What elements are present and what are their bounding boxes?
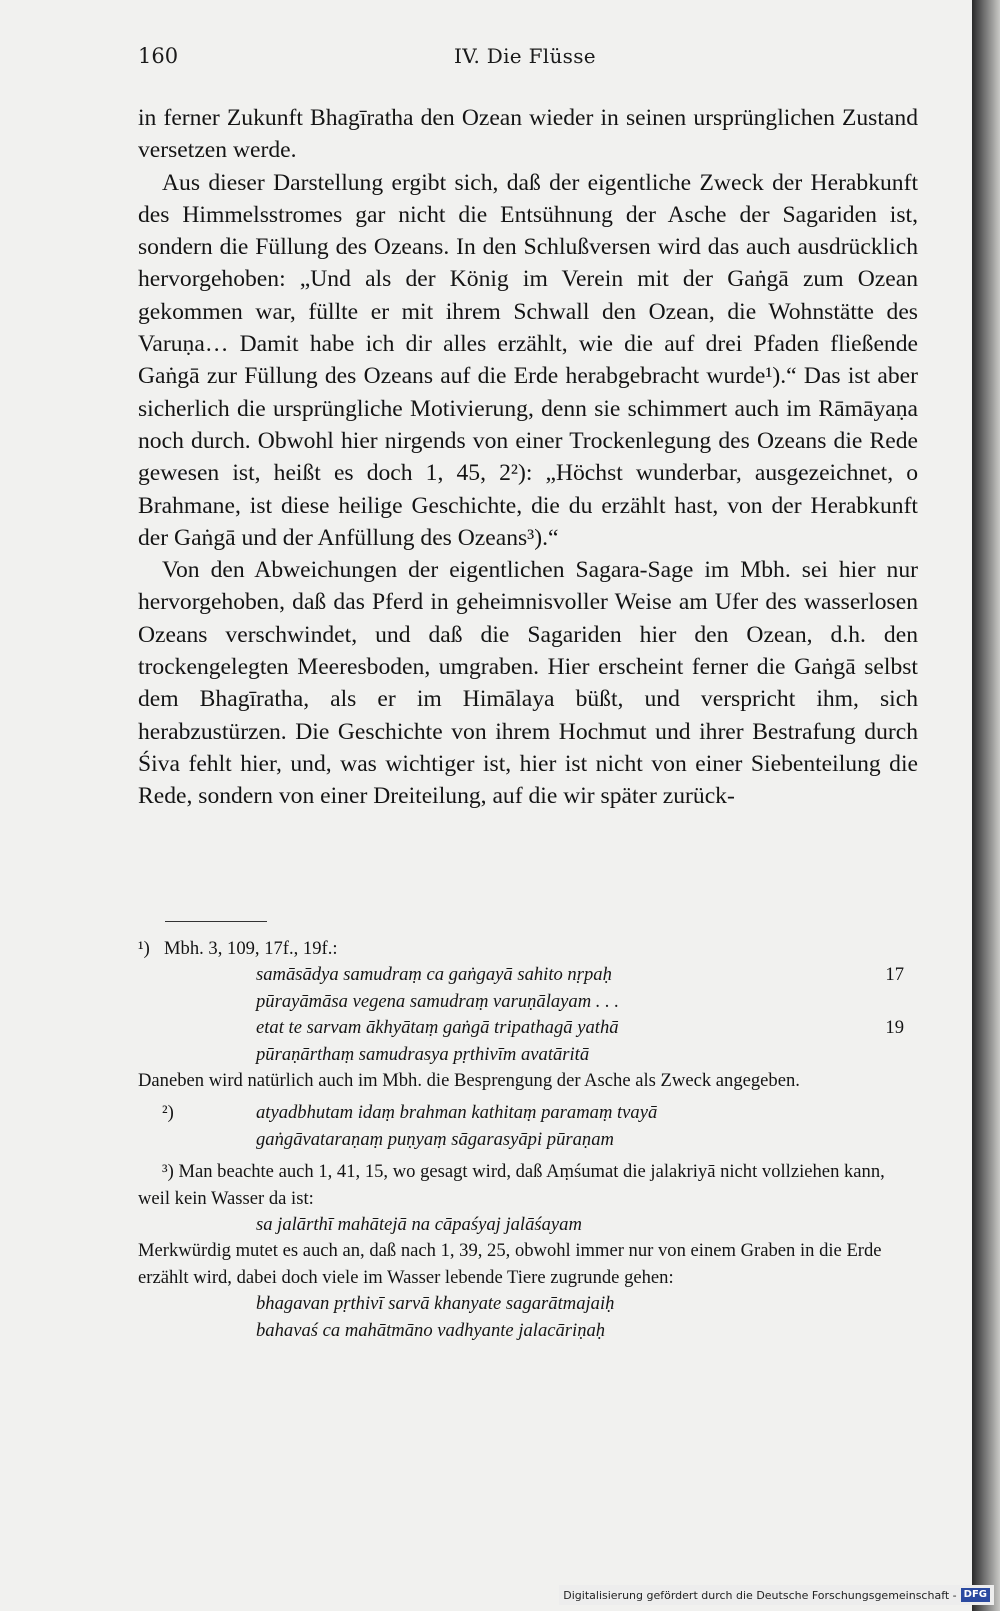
digitization-footer (559, 1585, 994, 1605)
dfg-logo: DFG (961, 1588, 990, 1602)
verse-text: etat te sarvam ākhyātaṃ gaṅgā tripathagā yathā (256, 1017, 619, 1039)
paragraph-1: in ferner Zukunft Bhagīratha den Ozean wieder in seinen ursprünglichen Zustand versetzen werde. (138, 105, 918, 164)
paragraph-2: Aus dieser Darstellung ergibt sich, daß der eigentliche Zweck der Herabkunft des Himmelsstromes gar nicht die Entsühnung der Asche der Sagariden ist, sondern die Füllung des Ozeans. In den Schlußversen wird das auch ausdrücklich hervorgehoben: „Und als der König im Verein mit der Gaṅgā zum Ozean gekommen war, füllte er mit ihrem Schwall den Ozean, die Wohnstätte des Varuṇa… Damit habe ich dir alles erzählt, wie die auf drei Pfaden fließende Gaṅgā zur Füllung des Ozeans auf die Erde herabgebracht wurde¹).“ Das ist aber sicherlich die ursprüngliche Motivierung, denn sie schimmert auch im Rāmāyaṇa noch durch. Obwohl hier nirgends von einer Trockenlegung des Ozeans die Rede gewesen ist, heißt es doch 1, 45, 2²): „Höchst wunderbar, ausgezeichnet, o Brahmane, ist diese heilige Geschichte, die du erzählt hast, von der Herabkunft der Gaṅgā und der Anfüllung des Ozeans³).“ (138, 169, 918, 551)
page-number: 160 (138, 44, 179, 68)
footnote-separator (165, 921, 267, 922)
footnote-1-marker: ¹) (138, 938, 150, 959)
main-text (138, 102, 918, 813)
verse-line (138, 1100, 910, 1126)
footnote-1-reference: Mbh. 3, 109, 17f., 19f.: (164, 938, 338, 959)
verse-text: bahavaś ca mahātmāno vadhyante jalacāriṇaḥ (256, 1319, 606, 1341)
verse-line (138, 1318, 910, 1344)
running-title: IV. Die Flüsse (454, 44, 596, 68)
verse-text: bhagavan pṛthivī sarvā khanyate sagarātmajaiḥ (256, 1293, 615, 1315)
paragraph-3: Von den Abweichungen der eigentlichen Sagara-Sage im Mbh. sei hier nur hervorgehoben, daß das Pferd in geheimnisvoller Weise am Ufer des wasserlosen Ozeans verschwindet, und daß die Sagariden hier den Ozean, d.h. den trockengelegten Meeresboden, umgraben. Hier erscheint ferner die Gaṅgā selbst dem Bhagīratha, als er im Himālaya büßt, und verspricht ihm, sich herabzustürzen. Die Geschichte von ihrem Hochmut und ihrer Bestrafung durch Śiva fehlt hier, und, was wichtiger ist, hier ist nicht von einer Siebenteilung die Rede, sondern von einer Dreiteilung, auf die wir später zurück- (138, 557, 918, 810)
footnote-3 (138, 1159, 910, 1212)
verse-text: atyadbhutam idaṃ brahman kathitaṃ paramaṃ tvayā (256, 1102, 658, 1124)
verse-number: 17 (885, 964, 904, 986)
verse-line (138, 1212, 910, 1238)
footnote-3-continuation: Merkwürdig mutet es auch an, daß nach 1, 39, 25, obwohl immer nur von einem Graben in die Erde erzählt wird, dabei doch viele im Wasser lebende Tiere zugrunde gehen: (138, 1240, 882, 1288)
verse-line (138, 962, 910, 988)
verse-number: 19 (885, 1017, 904, 1039)
footnotes (138, 936, 910, 1344)
page-header (138, 44, 918, 76)
footnote-2-marker: ²) (162, 1102, 174, 1124)
verse-text: pūraṇārthaṃ samudrasya pṛthivīm avatāritā (256, 1043, 590, 1065)
verse-line (138, 989, 910, 1015)
verse-line (138, 1042, 910, 1068)
verse-text: pūrayāmāsa vegena samudraṃ varuṇālayam . . . (256, 990, 620, 1012)
scan-edge-shadow (972, 0, 1000, 1611)
footer-text: Digitalisierung gefördert durch die Deutsche Forschungsgemeinschaft - (563, 1588, 957, 1602)
footnote-3-text: Man beachte auch 1, 41, 15, wo gesagt wird, daß Aṃśumat die jalakriyā nicht vollziehen kann, weil kein Wasser da ist: (138, 1161, 885, 1209)
verse-text: sa jalārthī mahātejā na cāpaśyaj jalāśayam (256, 1214, 582, 1236)
verse-text: samāsādya samudraṃ ca gaṅgayā sahito nṛpaḥ (256, 964, 612, 986)
footnote-3-marker: ³) (162, 1161, 174, 1183)
footnote-1-continuation: Daneben wird natürlich auch im Mbh. die Besprengung der Asche als Zweck angegeben. (138, 1070, 800, 1092)
verse-line (138, 1291, 910, 1317)
footnote-1 (138, 936, 910, 962)
verse-line (138, 1127, 910, 1153)
verse-text: gaṅgāvataraṇaṃ puṇyaṃ sāgarasyāpi pūraṇam (256, 1128, 614, 1150)
verse-line (138, 1015, 910, 1041)
